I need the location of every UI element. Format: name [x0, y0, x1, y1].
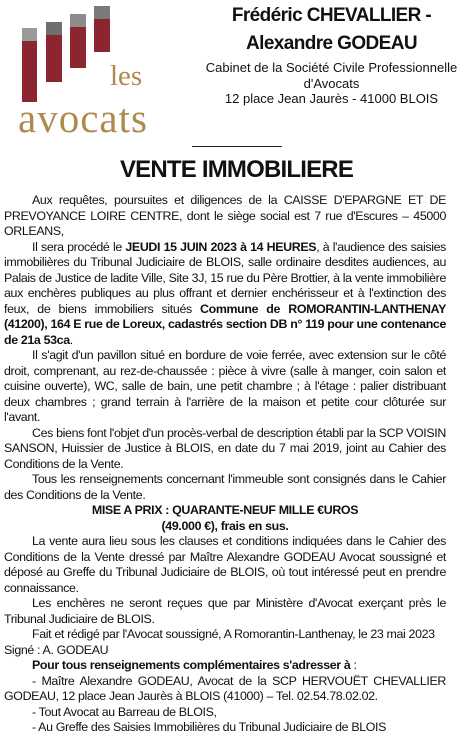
paragraph-report: Ces biens font l'objet d'un procès-verbal de description établi par la SCP VOISIN SANSON, Huissier de Justice à BLOIS, en date du 7 mai 2019, joint au Cahier des Conditions de la Vente.: [4, 425, 446, 471]
page-title: VENTE IMMOBILIERE: [119, 156, 354, 183]
paragraph-sale: Il sera procédé le JEUDI 15 JUIN 2023 à 14 HEURES, à l'audience des saisies immobilières du Tribunal Judiciaire de BLOIS, salle ordinaire desdites audiences, au Palais de Justice de ladite Ville, Site 3J, 15 rue du Père Brottier, à la vente immobilière aux enchères publiques au plus offrant et dernier enchérisseur et à l'extinction des feux, de biens immobiliers situés Commune de ROMORANTIN-LANTHENAY (41200), 164 E rue de Loreux, cadastrés section DB n° 119 pour une contenance de 21a 53ca.: [4, 239, 446, 347]
lawyer-name-line2: Alexandre GODEAU: [246, 33, 417, 54]
logo-bar: [46, 22, 62, 82]
cabinet-address: [190, 60, 473, 107]
notice-body: [4, 193, 446, 736]
logo-bar: [94, 6, 110, 52]
starting-price-line1: MISE A PRIX : QUARANTE-NEUF MILLE €UROS: [91, 503, 359, 517]
logo-text-les: les: [110, 60, 143, 92]
contact-item: - Au Greffe des Saisies Immobilières du Tribunal Judiciaire de BLOIS: [32, 720, 387, 734]
contact-heading: Pour tous renseignements complémentaires s'adresser à :: [32, 658, 357, 672]
lawyer-name-line1: Frédéric CHEVALLIER -: [231, 5, 432, 26]
paragraph-bids: Les enchères ne seront reçues que par Ministère d'Avocat exerçant près le Tribunal Judiciaire de BLOIS.: [4, 596, 446, 626]
logo-bars: [22, 6, 114, 102]
paragraph-description: Il s'agit d'un pavillon situé en bordure de voie ferrée, avec extension sur le côté droit, comprenant, au rez-de-chaussée : pièce à vivre (salle à manger, coin salon et cuisine ouverte), WC, salle de bain, une petit chambre ; à l'étage : palier distribuant deux chambres ; grand terrain à l'arrière de la maison et petite cour clôturée sur l'avant.: [4, 348, 446, 424]
paragraph-info: Tous les renseignements concernant l'immeuble sont consignés dans le Cahier des Conditions de la Vente.: [4, 472, 446, 502]
sale-date: JEUDI 15 JUIN 2023 à 14 HEURES: [125, 239, 317, 254]
contact-item: - Tout Avocat au Barreau de BLOIS,: [32, 704, 217, 719]
contact-item: - Maître Alexandre GODEAU, Avocat de la SCP HERVOUËT CHEVALLIER GODEAU, 12 place Jean Jaurès à BLOIS (41000) – Tel. 02.54.78.02.02.: [4, 673, 446, 703]
divider: [192, 146, 282, 147]
cabinet-line1: Cabinet de la Société Civile Professionnelle: [205, 60, 458, 75]
paragraph-creditor: Aux requêtes, poursuites et diligences de la CAISSE D'EPARGNE ET DE PREVOYANCE LOIRE CENTRE, dont le siège social est 7 rue d'Escures – 45000 ORLEANS,: [4, 193, 446, 238]
logo-bar: [22, 28, 37, 102]
signature: Signé : A. GODEAU: [4, 642, 109, 657]
paragraph-conditions: La vente aura lieu sous les clauses et conditions indiquées dans le Cahier des Conditions de la Vente dressé par Maître Alexandre GODEAU Avocat soussigné et déposé au Greffe du Tribunal Judiciaire de BLOIS, où tout intéressé peut en prendre connaissance.: [4, 534, 446, 595]
logo-bar: [70, 14, 86, 68]
lawyer-names: [190, 2, 473, 58]
property-location: Commune de ROMORANTIN-LANTHENAY (41200), 164 E rue de Loreux, cadastrés section DB n° 119 pour une contenance de 21a 53ca: [4, 301, 446, 347]
cabinet-line2: d'Avocats: [303, 75, 360, 91]
starting-price-line2: (49.000 €), frais en sus.: [161, 518, 289, 533]
les-avocats-logo: [16, 6, 186, 144]
logo-text-avocats: avocats: [18, 95, 148, 141]
paragraph-signed-at: Fait et rédigé par l'Avocat soussigné, A Romorantin-Lanthenay, le 23 mai 2023: [32, 627, 435, 641]
cabinet-line3: 12 place Jean Jaurès - 41000 BLOIS: [224, 91, 439, 106]
